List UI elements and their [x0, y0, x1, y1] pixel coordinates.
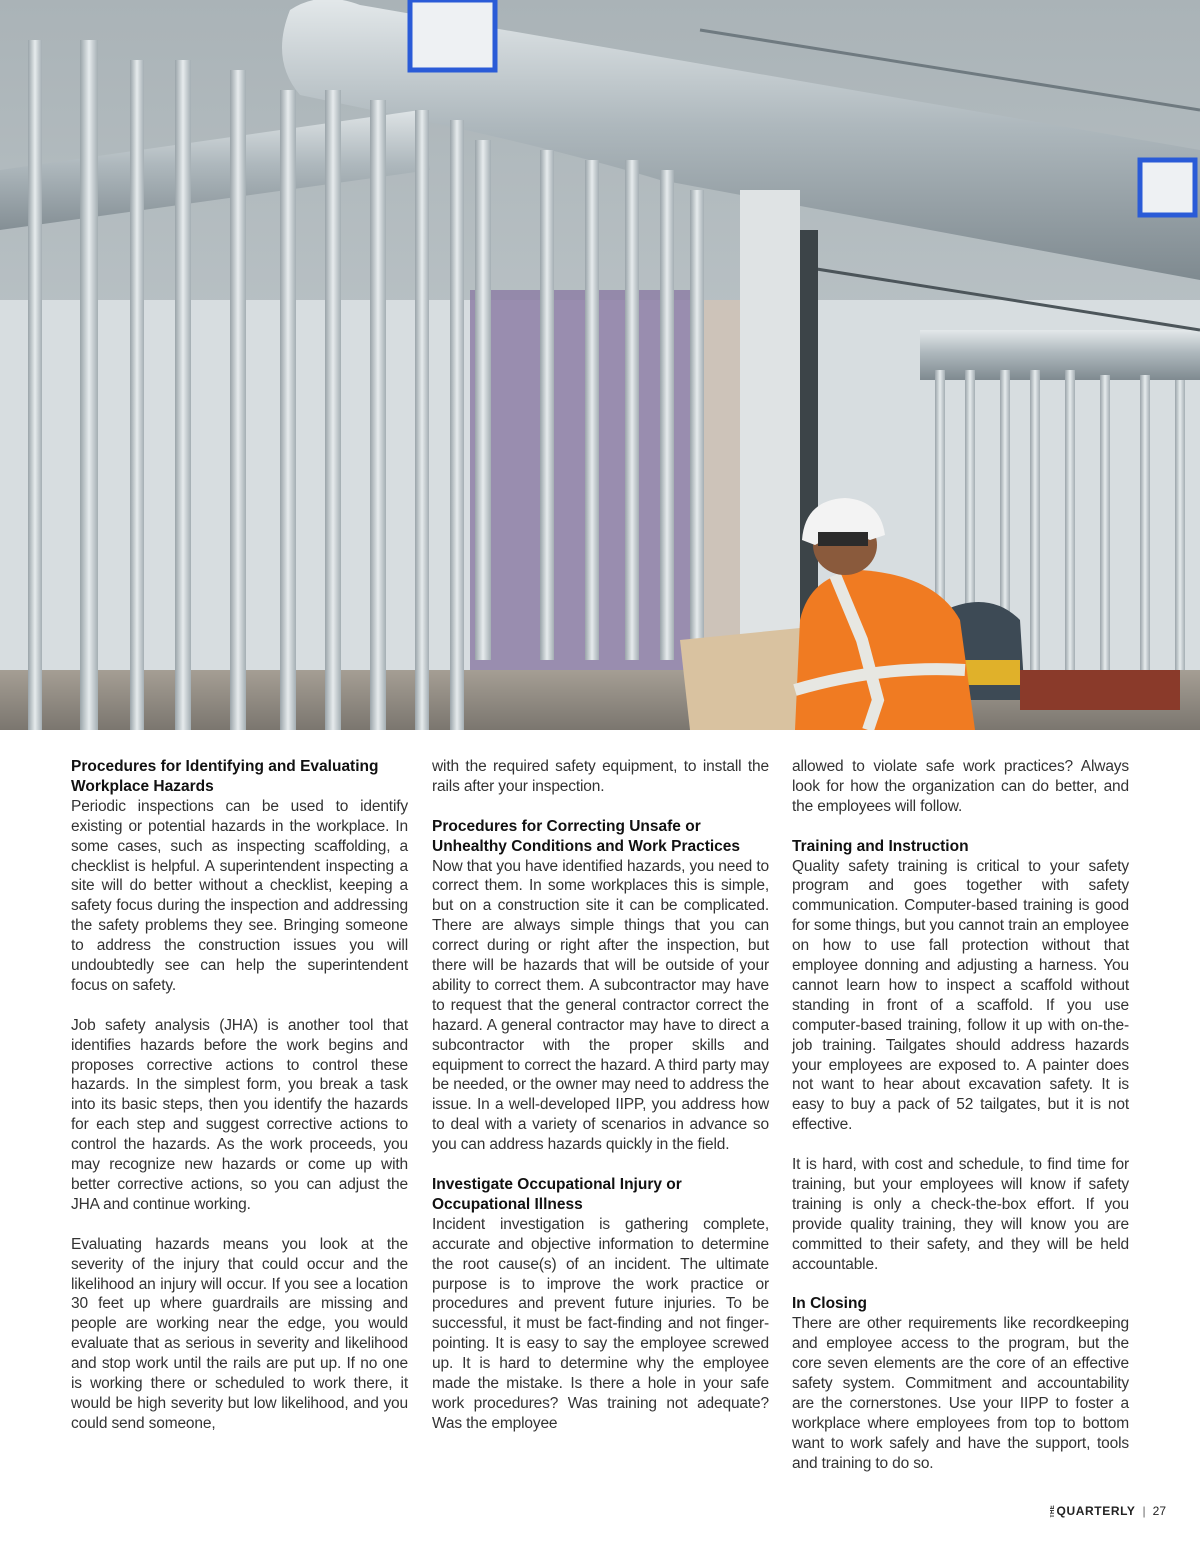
- section-identifying-hazards: [71, 757, 408, 1434]
- section-training: [792, 837, 1129, 1275]
- paragraph: Quality safety training is critical to your safety program and goes together with safety communication. Computer-based training is good for some things, but you cannot train an employee on how to use fall protection without that employee donning and adjusting a harness. You cannot learn how to inspect a scaffold without standing in front of a scaffold. If you use computer-based training, follow it up with on-the-job training. Tailgates should address hazards your employees are exposed to. A painter does not want to hear about excavation safety. It is easy to buy a pack of 52 tailgates, but it is not effective.: [792, 857, 1129, 1134]
- section-heading: Training and Instruction: [792, 837, 969, 855]
- section-investigate-injury: [432, 1175, 769, 1434]
- footer-separator: |: [1142, 1504, 1146, 1518]
- section-in-closing: [792, 1294, 1129, 1473]
- masthead-brand: QUARTERLY: [1056, 1504, 1136, 1518]
- paragraph: Periodic inspections can be used to identify existing or potential hazards in the workplace. In some cases, such as inspecting scaffolding, a checklist is helpful. A superintendent inspecting a site will do better without a checklist, keeping a safety focus during the inspection and addressing the safety problems they see. Bringing someone to address the construction issues you will undoubtedly see can help the superintendent focus on safety.: [71, 797, 408, 994]
- section-continuation: [792, 757, 1129, 817]
- page-number: 27: [1152, 1504, 1166, 1518]
- section-heading: Procedures for Identifying and Evaluating Workplace Hazards: [71, 758, 379, 795]
- paragraph: It is hard, with cost and schedule, to find time for training, but your employees will know if safety training is only a check-the-box effort. If you provide quality training, they will know you are committed to their safety, and they will be held accountable.: [792, 1156, 1129, 1273]
- section-heading: Procedures for Correcting Unsafe or Unhealthy Conditions and Work Practices: [432, 817, 741, 855]
- section-heading: Investigate Occupational Injury or Occupational Illness: [432, 1176, 682, 1213]
- section-correcting-conditions: [432, 817, 769, 1155]
- header-photo: [0, 0, 1200, 730]
- page-footer: [1050, 1504, 1166, 1518]
- paragraph: Job safety analysis (JHA) is another tool that identifies hazards before the work begins and proposes corrective actions to control these hazards. In the simplest form, you break a task into its basic steps, then you identify the hazards for each step and suggest corrective actions to control the hazards. As the work proceeds, you may recognize new hazards or come up with better corrective actions, so you can adjust the JHA and continue working.: [71, 1016, 408, 1213]
- paragraph: Evaluating hazards means you look at the severity of the injury that could occur and the likelihood an injury will occur. If you see a location 30 feet up where guardrails are missing and people are working near the edge, you would evaluate that as serious in severity and likelihood and stop work until the rails are put up. If no one is working there or scheduled to work there, it would be high severity but low likelihood, and you could send someone,: [71, 1235, 408, 1432]
- paragraph: with the required safety equipment, to install the rails after your inspection.: [432, 758, 769, 795]
- section-continuation: [432, 757, 769, 797]
- masthead-the: THE: [1049, 1504, 1056, 1518]
- paragraph: There are other requirements like recordkeeping and employee access to the program, but the core seven elements are the core of an effective safety system. Commitment and accountability are the cornerstones. Use your IIPP to foster a workplace where employees from top to bottom want to work safely and have the support, tools and training to do so.: [792, 1315, 1129, 1472]
- paragraph: Now that you have identified hazards, you need to correct them. In some workplaces this is simple, but on a construction site it can be complicated. There are always simple things that you can correct during or right after the inspection, but there will be hazards that will be outside of your ability to correct them. A subcontractor may have to request that the general contractor correct the hazard. A general contractor may have to direct a subcontractor with the proper skills and equipment to correct the hazard. A third party may be needed, or the owner may need to address the issue. In a well-developed IIPP, you address how to deal with a variety of scenarios in advance so you can address hazards quickly in the field.: [432, 857, 769, 1154]
- text-column-2: [432, 757, 769, 1434]
- section-heading: In Closing: [792, 1295, 867, 1313]
- text-column-1: [71, 757, 408, 1434]
- text-column-3: [792, 757, 1129, 1474]
- paragraph: Incident investigation is gathering complete, accurate and objective information to determine the root cause(s) of an incident. The ultimate purpose is to improve the work practice or procedures and prevent future injuries. To be successful, it must be fact-finding and not finger-pointing. It is easy to say the employee screwed up. It is hard to determine why the employee made the mistake. Is there a hole in your safe work procedures? Was training not adequate? Was the employee: [432, 1215, 769, 1432]
- paragraph: allowed to violate safe work practices? Always look for how the organization can do better, and the employees will follow.: [792, 758, 1129, 815]
- construction-site-photo-icon: [0, 0, 1200, 730]
